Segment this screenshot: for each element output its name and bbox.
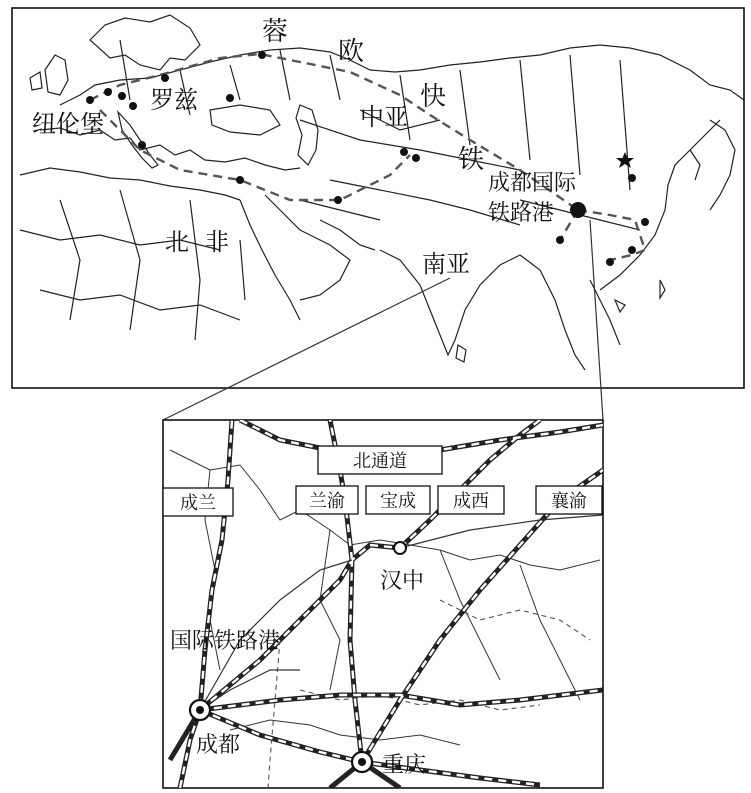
label-nanya: 南亚 xyxy=(422,250,470,278)
label-tie: 铁 xyxy=(458,145,485,175)
hanzhong-station-icon xyxy=(394,542,406,554)
label-intl-port: 国际铁路港 xyxy=(170,629,281,654)
label-chongqing: 重庆 xyxy=(382,753,427,778)
label-lanyu: 兰渝 xyxy=(309,491,345,512)
label-hanzhong: 汉中 xyxy=(380,569,425,594)
chengdu-port-marker xyxy=(570,202,586,218)
label-rong: 蓉 xyxy=(262,17,289,47)
label-bei: 北 xyxy=(165,228,189,256)
label-fei: 非 xyxy=(205,228,229,256)
label-xiangyu: 襄渝 xyxy=(551,491,587,512)
label-zhongya: 中亚 xyxy=(360,103,408,131)
label-ou: 欧 xyxy=(338,37,365,67)
label-north-channel: 北通道 xyxy=(353,451,407,472)
upper-map xyxy=(12,8,744,388)
label-baocheng: 宝成 xyxy=(380,491,416,512)
label-port-line1: 成都国际 xyxy=(488,171,577,196)
label-chengdu: 成都 xyxy=(196,733,241,758)
lower-map xyxy=(163,420,603,788)
label-niulunbao: 纽伦堡 xyxy=(32,110,104,138)
label-kuai: 快 xyxy=(420,82,447,112)
label-chenglan: 成兰 xyxy=(180,493,216,514)
label-port-line2: 铁路港 xyxy=(488,201,555,226)
label-luoci: 罗兹 xyxy=(150,86,198,114)
label-chengxi: 成西 xyxy=(453,491,489,512)
